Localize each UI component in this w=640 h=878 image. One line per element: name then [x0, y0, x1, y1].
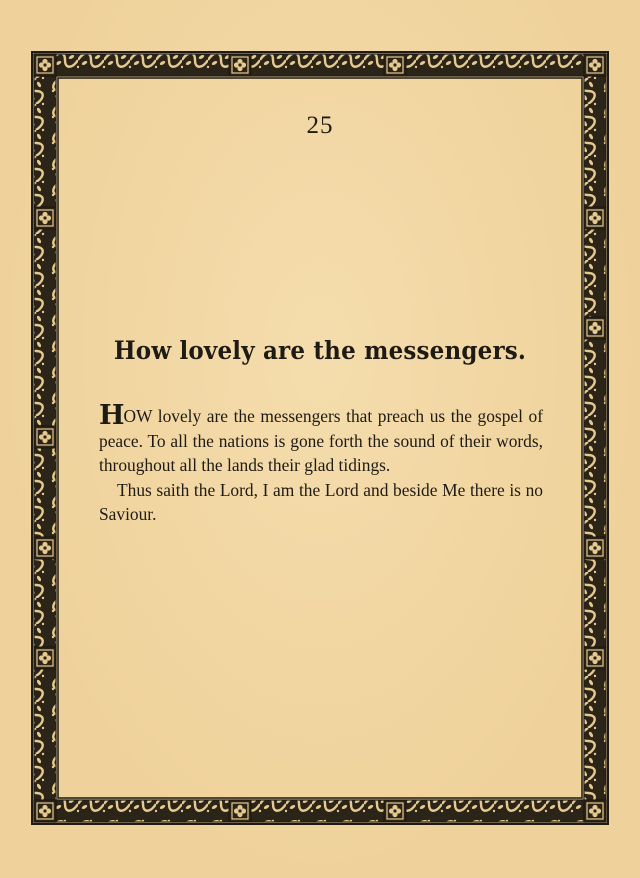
paragraph-1-text: OW lovely are the messengers that preach us the gospel of peace. To all the nations is gone forth the sound of their words, throughout all the lands their glad tidings.	[99, 406, 543, 475]
body-text	[99, 400, 543, 527]
paragraph-1	[99, 400, 543, 478]
paragraph-2: Thus saith the Lord, I am the Lord and beside Me there is no Saviour.	[99, 479, 543, 524]
page-title: How lovely are the messengers.	[113, 336, 527, 365]
page-number: 25	[306, 112, 334, 139]
drop-cap: H	[99, 400, 124, 431]
